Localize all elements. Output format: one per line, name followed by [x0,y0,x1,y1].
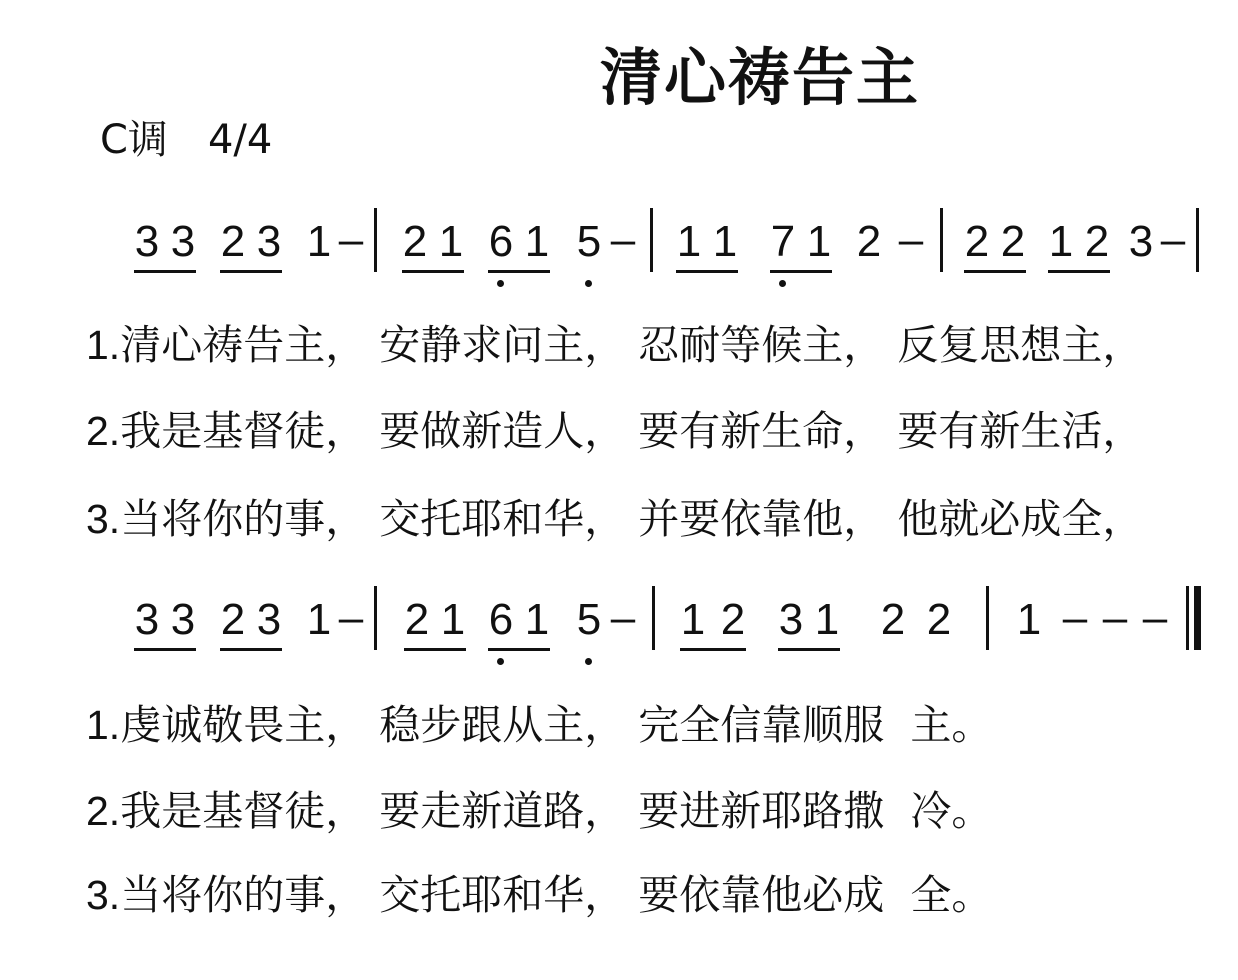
lyric-phrase: 清心祷告主， [120,321,367,369]
hold-dash: – [338,593,364,642]
note: 1 [440,595,466,644]
beam [404,648,466,651]
lyric-phrase: 要做新造人， [379,407,626,455]
note: 1 [814,595,840,644]
note: 3 [170,217,196,266]
lyric-phrase: 要依靠他必成 [638,871,885,919]
beam [220,270,282,273]
note: 2 [720,595,746,644]
note: 3 [1128,217,1154,266]
note: 1 [680,595,706,644]
lyric-phrase: 交托耶和华， [379,871,626,919]
beam [134,270,196,273]
beam [676,270,738,273]
note: 1 [524,217,550,266]
key-signature [100,108,272,165]
note: 3 [256,595,282,644]
note: 1 [806,217,832,266]
note: 1 [676,217,702,266]
beam [778,648,840,651]
lyric-phrase: 稳步跟从主， [379,701,626,749]
lyric-phrase: 要有新生活， [897,407,1144,455]
barline [940,208,943,272]
note: 2 [402,217,428,266]
lyric-phrase: 冷。 [910,787,993,835]
lyric-phrase: 当将你的事， [120,871,367,919]
note: 1 [306,217,332,266]
hold-dash: – [898,215,924,264]
beam [1048,270,1110,273]
lyric-line [86,312,1143,371]
hold-dash: – [610,215,636,264]
lyric-phrase: 完全信靠顺服 [638,701,885,749]
barline [1196,208,1199,272]
hold-dash: – [1160,215,1186,264]
lyric-phrase: 主。 [910,701,993,749]
lyric-line [86,486,1143,545]
lyric-phrase: 要进新耶路撒 [638,787,885,835]
note: 1 [1016,595,1042,644]
note: 2 [856,217,882,266]
beam [488,270,550,273]
lyric-phrase: 并要依靠他， [638,495,885,543]
final-barline [1186,586,1189,650]
barline [650,208,653,272]
note: 3 [134,595,160,644]
hold-dash: – [1102,593,1128,642]
note: 1 [306,595,332,644]
lyric-phrase: 我是基督徒， [120,787,367,835]
note: 3 [170,595,196,644]
note: 2 [926,595,952,644]
note: 3 [134,217,160,266]
low-octave-dot [585,280,592,287]
note: 1 [1048,217,1074,266]
note: 2 [880,595,906,644]
note: 2 [1084,217,1110,266]
hold-dash: – [1142,593,1168,642]
lyric-phrase: 虔诚敬畏主， [120,701,367,749]
verse-number: 2. [86,408,121,454]
barline [652,586,655,650]
note: 5 [576,217,602,266]
note: 2 [964,217,990,266]
note: 7 [770,217,796,266]
barline [374,586,377,650]
lyric-line [86,398,1143,457]
note: 1 [524,595,550,644]
note: 6 [488,595,514,644]
note: 2 [220,217,246,266]
lyric-phrase: 当将你的事， [120,495,367,543]
note: 2 [220,595,246,644]
lyric-phrase: 忍耐等候主， [638,321,885,369]
low-octave-dot [585,658,592,665]
beam [488,648,550,651]
note: 2 [1000,217,1026,266]
verse-number: 3. [86,872,121,918]
note: 5 [576,595,602,644]
song-title: 清心祷告主 [600,41,921,114]
low-octave-dot [497,280,504,287]
hold-dash: – [338,215,364,264]
hold-dash: – [610,593,636,642]
lyric-line [86,692,992,751]
note: 6 [488,217,514,266]
beam [134,648,196,651]
hold-dash: – [1062,593,1088,642]
low-octave-dot [497,658,504,665]
lyric-phrase: 全。 [910,871,993,919]
beam [680,648,746,651]
low-octave-dot [779,280,786,287]
beam [964,270,1026,273]
barline [986,586,989,650]
beam [220,648,282,651]
lyric-phrase: 他就必成全， [897,495,1144,543]
notation-row-2 [0,578,1238,668]
verse-number: 3. [86,496,121,542]
lyric-line [86,862,992,921]
lyric-phrase: 安静求问主， [379,321,626,369]
key-label: C调 [100,117,168,163]
beam [402,270,464,273]
lyric-phrase: 要走新道路， [379,787,626,835]
beam [770,270,832,273]
notation-row-1 [0,200,1238,290]
lyric-phrase: 交托耶和华， [379,495,626,543]
lyric-phrase: 我是基督徒， [120,407,367,455]
note: 1 [712,217,738,266]
final-barline-thick [1194,586,1201,650]
verse-number: 1. [86,702,121,748]
time-signature: 4/4 [207,117,273,163]
lyric-phrase: 要有新生命， [638,407,885,455]
verse-number: 2. [86,788,121,834]
note: 3 [256,217,282,266]
note: 1 [438,217,464,266]
barline [374,208,377,272]
lyric-line [86,778,992,837]
verse-number: 1. [86,322,121,368]
lyric-phrase: 反复思想主， [897,321,1144,369]
note: 2 [404,595,430,644]
note: 3 [778,595,804,644]
